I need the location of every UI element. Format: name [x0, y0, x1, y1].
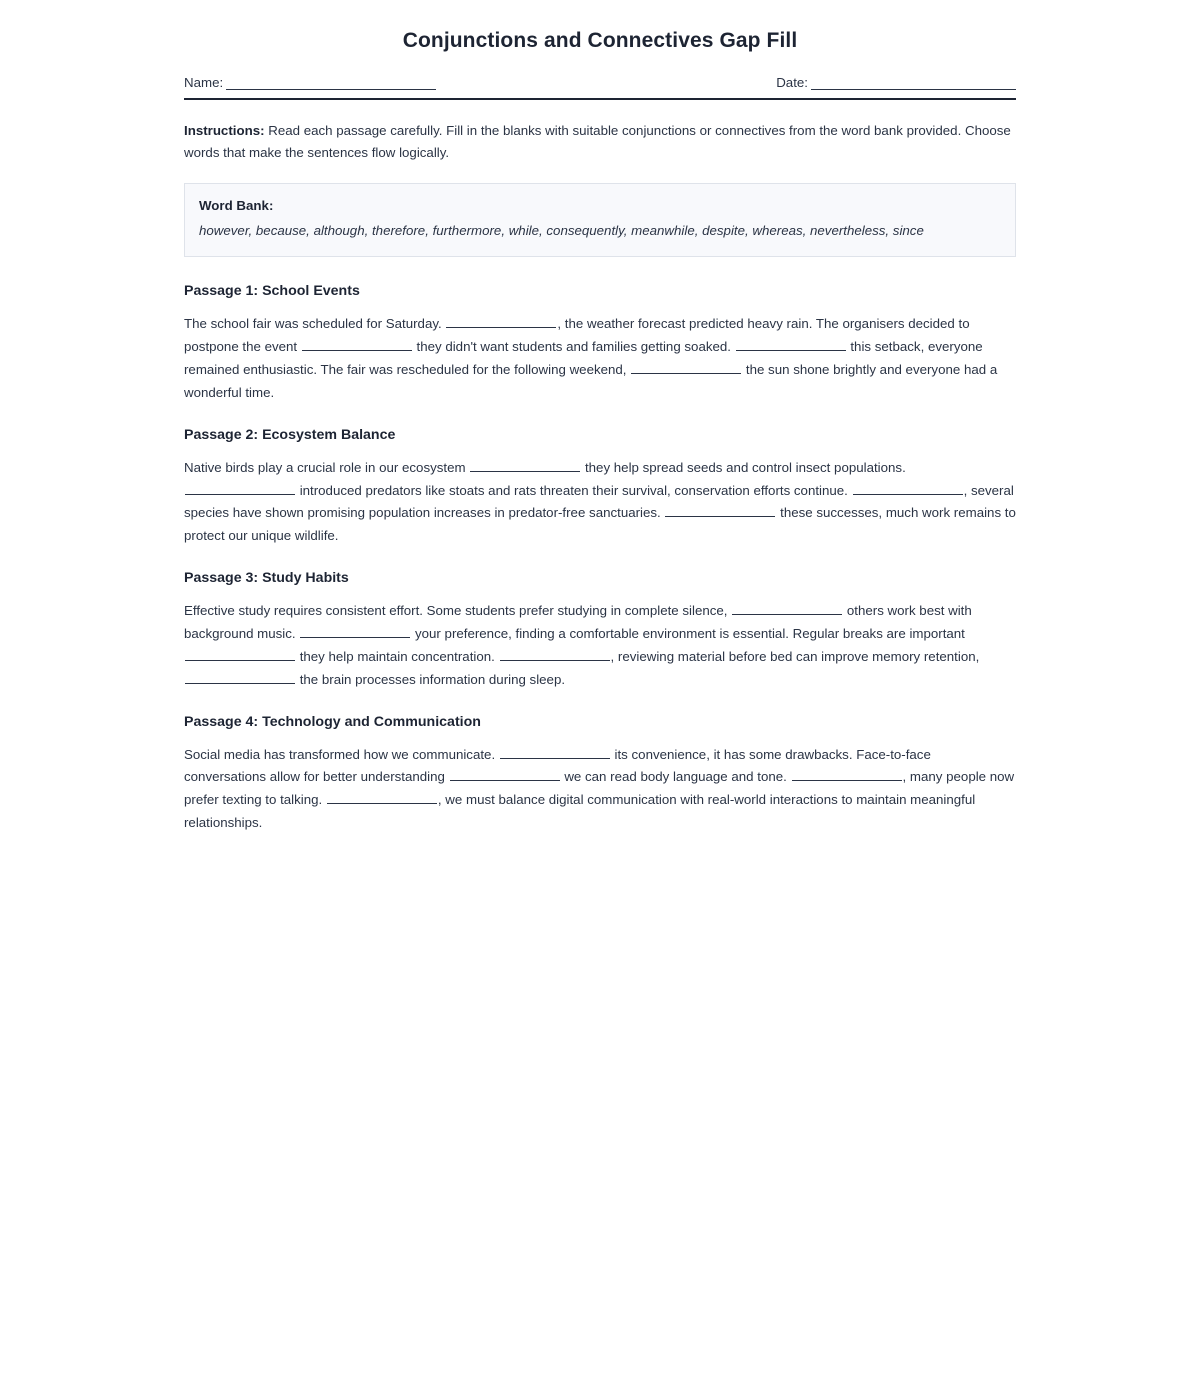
answer-blank-3-5[interactable] [185, 670, 295, 684]
name-field[interactable] [184, 75, 436, 90]
passage-body [184, 600, 1016, 691]
passage-text: introduced predators like stoats and rats threaten their survival, conservation efforts continue. [296, 482, 852, 498]
instructions-text: Read each passage carefully. Fill in the blanks with suitable conjunctions or connectives from the word bank provided. Choose words that make the sentences flow logically. [184, 123, 1011, 160]
answer-blank-2-1[interactable] [470, 458, 580, 472]
answer-blank-1-3[interactable] [736, 337, 846, 351]
passage-text: Effective study requires consistent effort. Some students prefer studying in complete silence, [184, 603, 732, 619]
date-field[interactable] [776, 75, 1016, 90]
passage-text: , we must balance digital communication with real-world interactions to maintain meaningful relationships. [184, 792, 976, 831]
date-write-line[interactable] [811, 76, 1016, 90]
answer-blank-4-4[interactable] [327, 791, 437, 805]
passage-list [184, 283, 1016, 835]
passage-text: this setback, everyone remained enthusiastic. The fair was rescheduled for the following weekend, [184, 339, 983, 377]
passage-heading: Passage 4: Technology and Communication [184, 713, 481, 730]
passage-2 [184, 427, 1016, 548]
passage-text: , the weather forecast predicted heavy rain. The organisers decided to postpone the event [184, 316, 970, 355]
passage-text: the brain processes information during sleep. [296, 671, 566, 687]
answer-blank-2-4[interactable] [665, 504, 775, 518]
header-divider [184, 98, 1016, 100]
answer-blank-3-1[interactable] [732, 602, 842, 616]
answer-blank-1-4[interactable] [631, 360, 741, 374]
passage-text: these successes, much work remains to protect our unique wildlife. [184, 505, 1016, 544]
instructions [184, 120, 1016, 163]
name-write-line[interactable] [226, 76, 436, 90]
passage-heading: Passage 2: Ecosystem Balance [184, 426, 396, 443]
answer-blank-1-2[interactable] [302, 337, 412, 351]
answer-blank-4-3[interactable] [792, 768, 902, 782]
passage-text: The school fair was scheduled for Saturday. [184, 316, 446, 332]
passage-1 [184, 283, 1016, 404]
passage-text: others work best with background music. [184, 603, 972, 642]
passage-text: they help spread seeds and control insect populations. [581, 459, 906, 475]
passage-heading: Passage 3: Study Habits [184, 570, 349, 587]
answer-blank-3-4[interactable] [500, 647, 610, 661]
answer-blank-2-3[interactable] [853, 481, 963, 495]
answer-blank-2-2[interactable] [185, 481, 295, 495]
passage-text: they didn't want students and families getting soaked. [412, 339, 735, 355]
name-label: Name: [184, 75, 224, 91]
passage-body [184, 457, 1016, 548]
passage-text: Social media has transformed how we communicate. [184, 746, 499, 762]
name-date-row [184, 75, 1016, 94]
worksheet-page [184, 0, 1016, 835]
answer-blank-4-2[interactable] [450, 768, 560, 782]
passage-body [184, 744, 1016, 835]
page-title: Conjunctions and Connectives Gap Fill [402, 29, 798, 52]
passage-text: your preference, finding a comfortable environment is essential. Regular breaks are important [411, 626, 965, 642]
answer-blank-3-3[interactable] [185, 647, 295, 661]
passage-heading: Passage 1: School Events [184, 283, 360, 300]
passage-text: the sun shone brightly and everyone had a wonderful time. [184, 361, 998, 400]
passage-text: we can read body language and tone. [560, 769, 791, 785]
passage-body [184, 313, 1016, 404]
passage-text: they help maintain concentration. [296, 648, 499, 664]
instructions-label: Instructions: [184, 123, 265, 139]
passage-text: , many people now prefer texting to talking. [184, 769, 1015, 808]
passage-4 [184, 714, 1016, 835]
passage-text: its convenience, it has some drawbacks. Face-to-face conversations allow for better understanding [184, 746, 931, 785]
word-bank-title: Word Bank: [199, 198, 274, 214]
date-label: Date: [776, 75, 808, 91]
answer-blank-4-1[interactable] [500, 745, 610, 759]
passage-3 [184, 570, 1016, 691]
word-bank-words: however, because, although, therefore, furthermore, while, consequently, meanwhile, despite, whereas, nevertheless, since [199, 223, 924, 239]
passage-text: , several species have shown promising population increases in predator-free sanctuaries. [184, 482, 1014, 521]
passage-text: Native birds play a crucial role in our ecosystem [184, 459, 470, 475]
passage-text: , reviewing material before bed can improve memory retention, [610, 648, 980, 664]
answer-blank-1-1[interactable] [446, 315, 556, 329]
answer-blank-3-2[interactable] [300, 624, 410, 638]
word-bank [184, 183, 1016, 257]
